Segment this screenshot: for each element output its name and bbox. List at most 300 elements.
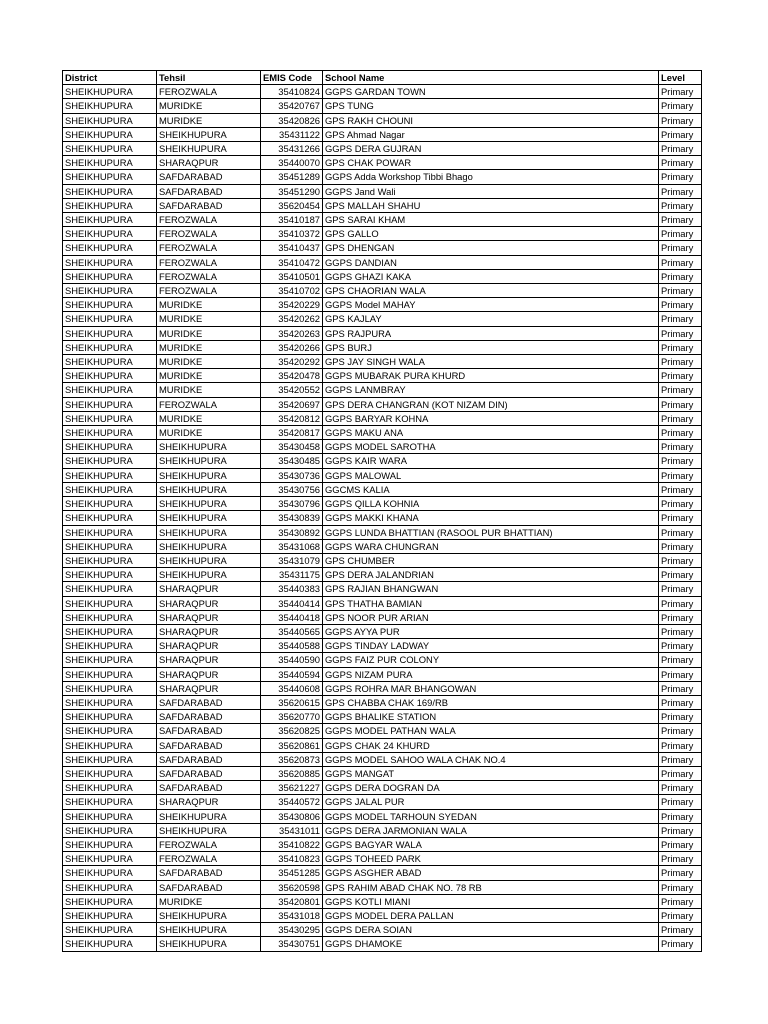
- cell-tehsil: SAFDARABAD: [157, 710, 261, 724]
- cell-emis-code: 35420266: [261, 340, 323, 354]
- cell-tehsil: MURIDKE: [157, 894, 261, 908]
- cell-district: SHEIKHUPURA: [63, 312, 157, 326]
- cell-tehsil: SHEIKHUPURA: [157, 482, 261, 496]
- cell-district: SHEIKHUPURA: [63, 298, 157, 312]
- cell-emis-code: 35440070: [261, 156, 323, 170]
- cell-emis-code: 35620873: [261, 752, 323, 766]
- cell-school-name: GGPS AYYA PUR: [323, 624, 659, 638]
- table-row: [63, 355, 702, 369]
- cell-district: SHEIKHUPURA: [63, 198, 157, 212]
- cell-school-name: GPS RAKH CHOUNI: [323, 113, 659, 127]
- table-row: [63, 142, 702, 156]
- cell-level: Primary: [659, 639, 702, 653]
- cell-tehsil: MURIDKE: [157, 383, 261, 397]
- cell-district: SHEIKHUPURA: [63, 795, 157, 809]
- cell-tehsil: FEROZWALA: [157, 227, 261, 241]
- cell-district: SHEIKHUPURA: [63, 809, 157, 823]
- cell-level: Primary: [659, 255, 702, 269]
- cell-district: SHEIKHUPURA: [63, 681, 157, 695]
- table-row: [63, 667, 702, 681]
- cell-emis-code: 35440594: [261, 667, 323, 681]
- cell-tehsil: SAFDARABAD: [157, 695, 261, 709]
- cell-tehsil: SHEIKHUPURA: [157, 468, 261, 482]
- cell-level: Primary: [659, 269, 702, 283]
- cell-level: Primary: [659, 795, 702, 809]
- cell-district: SHEIKHUPURA: [63, 923, 157, 937]
- cell-emis-code: 35420826: [261, 113, 323, 127]
- cell-district: SHEIKHUPURA: [63, 553, 157, 567]
- cell-level: Primary: [659, 695, 702, 709]
- cell-level: Primary: [659, 568, 702, 582]
- cell-emis-code: 35420801: [261, 894, 323, 908]
- cell-level: Primary: [659, 312, 702, 326]
- cell-tehsil: FEROZWALA: [157, 397, 261, 411]
- table-row: [63, 894, 702, 908]
- cell-tehsil: FEROZWALA: [157, 269, 261, 283]
- cell-emis-code: 35451290: [261, 184, 323, 198]
- cell-school-name: GPS THATHA BAMIAN: [323, 596, 659, 610]
- table-row: [63, 852, 702, 866]
- cell-district: SHEIKHUPURA: [63, 156, 157, 170]
- table-row: [63, 426, 702, 440]
- table-row: [63, 170, 702, 184]
- cell-tehsil: SHEIKHUPURA: [157, 454, 261, 468]
- cell-district: SHEIKHUPURA: [63, 639, 157, 653]
- table-row: [63, 752, 702, 766]
- cell-level: Primary: [659, 355, 702, 369]
- cell-level: Primary: [659, 142, 702, 156]
- cell-school-name: GGPS KOTLI MIANI: [323, 894, 659, 908]
- cell-tehsil: SAFDARABAD: [157, 738, 261, 752]
- cell-level: Primary: [659, 596, 702, 610]
- cell-level: Primary: [659, 610, 702, 624]
- cell-tehsil: SHARAQPUR: [157, 596, 261, 610]
- cell-school-name: GPS SARAI KHAM: [323, 213, 659, 227]
- table-row: [63, 127, 702, 141]
- cell-school-name: GGPS MUBARAK PURA KHURD: [323, 369, 659, 383]
- cell-emis-code: 35431122: [261, 127, 323, 141]
- cell-emis-code: 35620885: [261, 766, 323, 780]
- cell-tehsil: SHEIKHUPURA: [157, 539, 261, 553]
- cell-school-name: GGPS MAKU ANA: [323, 426, 659, 440]
- cell-tehsil: SHARAQPUR: [157, 610, 261, 624]
- cell-emis-code: 35620825: [261, 724, 323, 738]
- cell-tehsil: MURIDKE: [157, 426, 261, 440]
- cell-tehsil: MURIDKE: [157, 113, 261, 127]
- table-row: [63, 766, 702, 780]
- table-row: [63, 582, 702, 596]
- cell-district: SHEIKHUPURA: [63, 823, 157, 837]
- cell-level: Primary: [659, 156, 702, 170]
- cell-district: SHEIKHUPURA: [63, 170, 157, 184]
- cell-level: Primary: [659, 880, 702, 894]
- cell-emis-code: 35620615: [261, 695, 323, 709]
- cell-level: Primary: [659, 681, 702, 695]
- table-row: [63, 681, 702, 695]
- cell-emis-code: 35621227: [261, 781, 323, 795]
- cell-level: Primary: [659, 340, 702, 354]
- cell-emis-code: 35410824: [261, 85, 323, 99]
- header-emis-code: EMIS Code: [261, 71, 323, 85]
- cell-tehsil: SHARAQPUR: [157, 582, 261, 596]
- cell-level: Primary: [659, 809, 702, 823]
- cell-emis-code: 35410437: [261, 241, 323, 255]
- cell-tehsil: SHEIKHUPURA: [157, 553, 261, 567]
- cell-district: SHEIKHUPURA: [63, 284, 157, 298]
- cell-district: SHEIKHUPURA: [63, 937, 157, 951]
- cell-level: Primary: [659, 227, 702, 241]
- cell-emis-code: 35430751: [261, 937, 323, 951]
- cell-level: Primary: [659, 837, 702, 851]
- table-row: [63, 411, 702, 425]
- cell-school-name: GPS TUNG: [323, 99, 659, 113]
- cell-district: SHEIKHUPURA: [63, 511, 157, 525]
- cell-district: SHEIKHUPURA: [63, 752, 157, 766]
- cell-school-name: GPS DERA JALANDRIAN: [323, 568, 659, 582]
- cell-level: Primary: [659, 454, 702, 468]
- table-row: [63, 482, 702, 496]
- cell-school-name: GGPS MODEL SAHOO WALA CHAK NO.4: [323, 752, 659, 766]
- cell-district: SHEIKHUPURA: [63, 781, 157, 795]
- cell-district: SHEIKHUPURA: [63, 710, 157, 724]
- cell-level: Primary: [659, 213, 702, 227]
- table-row: [63, 497, 702, 511]
- cell-school-name: GGPS CHAK 24 KHURD: [323, 738, 659, 752]
- cell-level: Primary: [659, 468, 702, 482]
- cell-tehsil: FEROZWALA: [157, 852, 261, 866]
- cell-school-name: GGPS GHAZI KAKA: [323, 269, 659, 283]
- cell-district: SHEIKHUPURA: [63, 454, 157, 468]
- cell-level: Primary: [659, 866, 702, 880]
- cell-level: Primary: [659, 426, 702, 440]
- cell-school-name: GPS RAJIAN BHANGWAN: [323, 582, 659, 596]
- cell-emis-code: 35420262: [261, 312, 323, 326]
- table-row: [63, 312, 702, 326]
- cell-level: Primary: [659, 85, 702, 99]
- cell-district: SHEIKHUPURA: [63, 667, 157, 681]
- header-row: [63, 71, 702, 85]
- cell-school-name: GGPS MODEL TARHOUN SYEDAN: [323, 809, 659, 823]
- cell-emis-code: 35431266: [261, 142, 323, 156]
- cell-district: SHEIKHUPURA: [63, 369, 157, 383]
- schools-table: [62, 70, 702, 952]
- cell-level: Primary: [659, 724, 702, 738]
- cell-school-name: GGPS WARA CHUNGRAN: [323, 539, 659, 553]
- cell-school-name: GGPS DHAMOKE: [323, 937, 659, 951]
- cell-tehsil: FEROZWALA: [157, 241, 261, 255]
- cell-district: SHEIKHUPURA: [63, 738, 157, 752]
- cell-emis-code: 35410472: [261, 255, 323, 269]
- cell-level: Primary: [659, 937, 702, 951]
- cell-emis-code: 35440608: [261, 681, 323, 695]
- cell-emis-code: 35430485: [261, 454, 323, 468]
- cell-emis-code: 35451285: [261, 866, 323, 880]
- cell-district: SHEIKHUPURA: [63, 142, 157, 156]
- table-row: [63, 823, 702, 837]
- cell-district: SHEIKHUPURA: [63, 241, 157, 255]
- cell-emis-code: 35430756: [261, 482, 323, 496]
- cell-emis-code: 35440383: [261, 582, 323, 596]
- cell-emis-code: 35451289: [261, 170, 323, 184]
- cell-school-name: GGPS MODEL DERA PALLAN: [323, 908, 659, 922]
- cell-school-name: GPS MALLAH SHAHU: [323, 198, 659, 212]
- cell-emis-code: 35620454: [261, 198, 323, 212]
- cell-district: SHEIKHUPURA: [63, 582, 157, 596]
- cell-tehsil: MURIDKE: [157, 298, 261, 312]
- cell-emis-code: 35410702: [261, 284, 323, 298]
- cell-school-name: GPS NOOR PUR ARIAN: [323, 610, 659, 624]
- cell-school-name: GGPS MODEL SAROTHA: [323, 440, 659, 454]
- cell-district: SHEIKHUPURA: [63, 383, 157, 397]
- table-row: [63, 908, 702, 922]
- cell-level: Primary: [659, 127, 702, 141]
- cell-level: Primary: [659, 781, 702, 795]
- cell-level: Primary: [659, 511, 702, 525]
- cell-district: SHEIKHUPURA: [63, 269, 157, 283]
- cell-level: Primary: [659, 738, 702, 752]
- cell-school-name: GPS DHENGAN: [323, 241, 659, 255]
- cell-emis-code: 35410822: [261, 837, 323, 851]
- cell-level: Primary: [659, 823, 702, 837]
- cell-tehsil: SHEIKHUPURA: [157, 511, 261, 525]
- cell-school-name: GPS DERA CHANGRAN (KOT NIZAM DIN): [323, 397, 659, 411]
- cell-level: Primary: [659, 624, 702, 638]
- cell-district: SHEIKHUPURA: [63, 766, 157, 780]
- cell-tehsil: FEROZWALA: [157, 837, 261, 851]
- table-row: [63, 710, 702, 724]
- cell-level: Primary: [659, 582, 702, 596]
- table-row: [63, 298, 702, 312]
- cell-emis-code: 35420263: [261, 326, 323, 340]
- cell-emis-code: 35420767: [261, 99, 323, 113]
- cell-district: SHEIKHUPURA: [63, 127, 157, 141]
- table-row: [63, 610, 702, 624]
- table-row: [63, 227, 702, 241]
- cell-level: Primary: [659, 525, 702, 539]
- cell-school-name: GPS KAJLAY: [323, 312, 659, 326]
- cell-tehsil: SHARAQPUR: [157, 639, 261, 653]
- cell-tehsil: SAFDARABAD: [157, 766, 261, 780]
- cell-emis-code: 35430806: [261, 809, 323, 823]
- table-row: [63, 653, 702, 667]
- cell-level: Primary: [659, 369, 702, 383]
- cell-emis-code: 35420812: [261, 411, 323, 425]
- cell-school-name: GGPS LANMBRAY: [323, 383, 659, 397]
- table-row: [63, 809, 702, 823]
- cell-school-name: GGPS TOHEED PARK: [323, 852, 659, 866]
- cell-tehsil: SAFDARABAD: [157, 724, 261, 738]
- cell-school-name: GGPS MAKKI KHANA: [323, 511, 659, 525]
- cell-emis-code: 35420292: [261, 355, 323, 369]
- cell-school-name: GPS Ahmad Nagar: [323, 127, 659, 141]
- cell-tehsil: SAFDARABAD: [157, 752, 261, 766]
- cell-emis-code: 35410501: [261, 269, 323, 283]
- cell-district: SHEIKHUPURA: [63, 568, 157, 582]
- cell-district: SHEIKHUPURA: [63, 610, 157, 624]
- table-row: [63, 695, 702, 709]
- table-row: [63, 738, 702, 752]
- cell-level: Primary: [659, 752, 702, 766]
- cell-tehsil: FEROZWALA: [157, 85, 261, 99]
- cell-level: Primary: [659, 553, 702, 567]
- cell-level: Primary: [659, 482, 702, 496]
- cell-school-name: GGPS BHALIKE STATION: [323, 710, 659, 724]
- cell-district: SHEIKHUPURA: [63, 724, 157, 738]
- table-row: [63, 241, 702, 255]
- cell-emis-code: 35410823: [261, 852, 323, 866]
- cell-school-name: GGPS GARDAN TOWN: [323, 85, 659, 99]
- table-row: [63, 837, 702, 851]
- cell-emis-code: 35620598: [261, 880, 323, 894]
- cell-tehsil: MURIDKE: [157, 355, 261, 369]
- cell-level: Primary: [659, 852, 702, 866]
- cell-district: SHEIKHUPURA: [63, 426, 157, 440]
- cell-tehsil: SAFDARABAD: [157, 781, 261, 795]
- cell-tehsil: SHARAQPUR: [157, 667, 261, 681]
- cell-district: SHEIKHUPURA: [63, 184, 157, 198]
- cell-level: Primary: [659, 894, 702, 908]
- cell-school-name: GGPS KAIR WARA: [323, 454, 659, 468]
- table-row: [63, 113, 702, 127]
- table-row: [63, 539, 702, 553]
- cell-tehsil: SAFDARABAD: [157, 866, 261, 880]
- cell-emis-code: 35430458: [261, 440, 323, 454]
- cell-school-name: GGCMS KALIA: [323, 482, 659, 496]
- cell-tehsil: SHEIKHUPURA: [157, 127, 261, 141]
- cell-district: SHEIKHUPURA: [63, 355, 157, 369]
- cell-level: Primary: [659, 908, 702, 922]
- cell-district: SHEIKHUPURA: [63, 525, 157, 539]
- cell-level: Primary: [659, 170, 702, 184]
- cell-emis-code: 35440590: [261, 653, 323, 667]
- table-row: [63, 781, 702, 795]
- table-row: [63, 397, 702, 411]
- cell-school-name: GGPS MANGAT: [323, 766, 659, 780]
- cell-district: SHEIKHUPURA: [63, 99, 157, 113]
- cell-tehsil: SHARAQPUR: [157, 624, 261, 638]
- table-row: [63, 383, 702, 397]
- cell-school-name: GGPS MALOWAL: [323, 468, 659, 482]
- cell-tehsil: SHEIKHUPURA: [157, 937, 261, 951]
- cell-tehsil: SHEIKHUPURA: [157, 568, 261, 582]
- cell-school-name: GPS CHUMBER: [323, 553, 659, 567]
- cell-tehsil: MURIDKE: [157, 326, 261, 340]
- cell-level: Primary: [659, 497, 702, 511]
- cell-school-name: GPS RAJPURA: [323, 326, 659, 340]
- cell-district: SHEIKHUPURA: [63, 653, 157, 667]
- cell-emis-code: 35420229: [261, 298, 323, 312]
- cell-tehsil: MURIDKE: [157, 312, 261, 326]
- cell-district: SHEIKHUPURA: [63, 113, 157, 127]
- table-row: [63, 454, 702, 468]
- cell-emis-code: 35440588: [261, 639, 323, 653]
- table-row: [63, 880, 702, 894]
- cell-emis-code: 35440414: [261, 596, 323, 610]
- cell-level: Primary: [659, 923, 702, 937]
- table-row: [63, 156, 702, 170]
- cell-level: Primary: [659, 99, 702, 113]
- table-row: [63, 198, 702, 212]
- table-row: [63, 525, 702, 539]
- cell-district: SHEIKHUPURA: [63, 852, 157, 866]
- cell-level: Primary: [659, 113, 702, 127]
- table-row: [63, 440, 702, 454]
- cell-level: Primary: [659, 198, 702, 212]
- cell-emis-code: 35430736: [261, 468, 323, 482]
- cell-tehsil: SHARAQPUR: [157, 653, 261, 667]
- cell-school-name: GGPS DERA SOIAN: [323, 923, 659, 937]
- cell-tehsil: MURIDKE: [157, 99, 261, 113]
- header-tehsil: Tehsil: [157, 71, 261, 85]
- cell-level: Primary: [659, 298, 702, 312]
- table-row: [63, 369, 702, 383]
- cell-school-name: GGPS Adda Workshop Tibbi Bhago: [323, 170, 659, 184]
- cell-tehsil: SHEIKHUPURA: [157, 497, 261, 511]
- cell-emis-code: 35420817: [261, 426, 323, 440]
- cell-emis-code: 35440565: [261, 624, 323, 638]
- cell-school-name: GGPS DANDIAN: [323, 255, 659, 269]
- cell-emis-code: 35620770: [261, 710, 323, 724]
- cell-emis-code: 35430796: [261, 497, 323, 511]
- cell-school-name: GPS GALLO: [323, 227, 659, 241]
- cell-district: SHEIKHUPURA: [63, 468, 157, 482]
- cell-level: Primary: [659, 241, 702, 255]
- table-row: [63, 269, 702, 283]
- cell-school-name: GGPS BARYAR KOHNA: [323, 411, 659, 425]
- cell-district: SHEIKHUPURA: [63, 596, 157, 610]
- cell-tehsil: SAFDARABAD: [157, 198, 261, 212]
- cell-school-name: GPS CHAORIAN WALA: [323, 284, 659, 298]
- cell-district: SHEIKHUPURA: [63, 866, 157, 880]
- table-row: [63, 724, 702, 738]
- cell-tehsil: MURIDKE: [157, 369, 261, 383]
- cell-tehsil: SHEIKHUPURA: [157, 923, 261, 937]
- table-row: [63, 284, 702, 298]
- table-row: [63, 99, 702, 113]
- cell-district: SHEIKHUPURA: [63, 880, 157, 894]
- cell-school-name: GGPS TINDAY LADWAY: [323, 639, 659, 653]
- table-row: [63, 255, 702, 269]
- cell-tehsil: FEROZWALA: [157, 213, 261, 227]
- cell-school-name: GGPS DERA DOGRAN DA: [323, 781, 659, 795]
- cell-level: Primary: [659, 383, 702, 397]
- cell-emis-code: 35431018: [261, 908, 323, 922]
- cell-level: Primary: [659, 710, 702, 724]
- cell-level: Primary: [659, 539, 702, 553]
- cell-district: SHEIKHUPURA: [63, 227, 157, 241]
- cell-tehsil: SHARAQPUR: [157, 156, 261, 170]
- cell-school-name: GGPS Jand Wali: [323, 184, 659, 198]
- header-district: District: [63, 71, 157, 85]
- table-row: [63, 923, 702, 937]
- cell-school-name: GGPS LUNDA BHATTIAN (RASOOL PUR BHATTIAN): [323, 525, 659, 539]
- table-row: [63, 624, 702, 638]
- table-body: [63, 85, 702, 951]
- cell-level: Primary: [659, 766, 702, 780]
- cell-school-name: GPS BURJ: [323, 340, 659, 354]
- cell-tehsil: SHEIKHUPURA: [157, 809, 261, 823]
- table-row: [63, 213, 702, 227]
- cell-emis-code: 35440418: [261, 610, 323, 624]
- table-row: [63, 639, 702, 653]
- cell-emis-code: 35431079: [261, 553, 323, 567]
- cell-school-name: GGPS DERA JARMONIAN WALA: [323, 823, 659, 837]
- cell-tehsil: SHEIKHUPURA: [157, 908, 261, 922]
- table-row: [63, 340, 702, 354]
- cell-district: SHEIKHUPURA: [63, 908, 157, 922]
- cell-school-name: GGPS ASGHER ABAD: [323, 866, 659, 880]
- cell-school-name: GGPS DERA GUJRAN: [323, 142, 659, 156]
